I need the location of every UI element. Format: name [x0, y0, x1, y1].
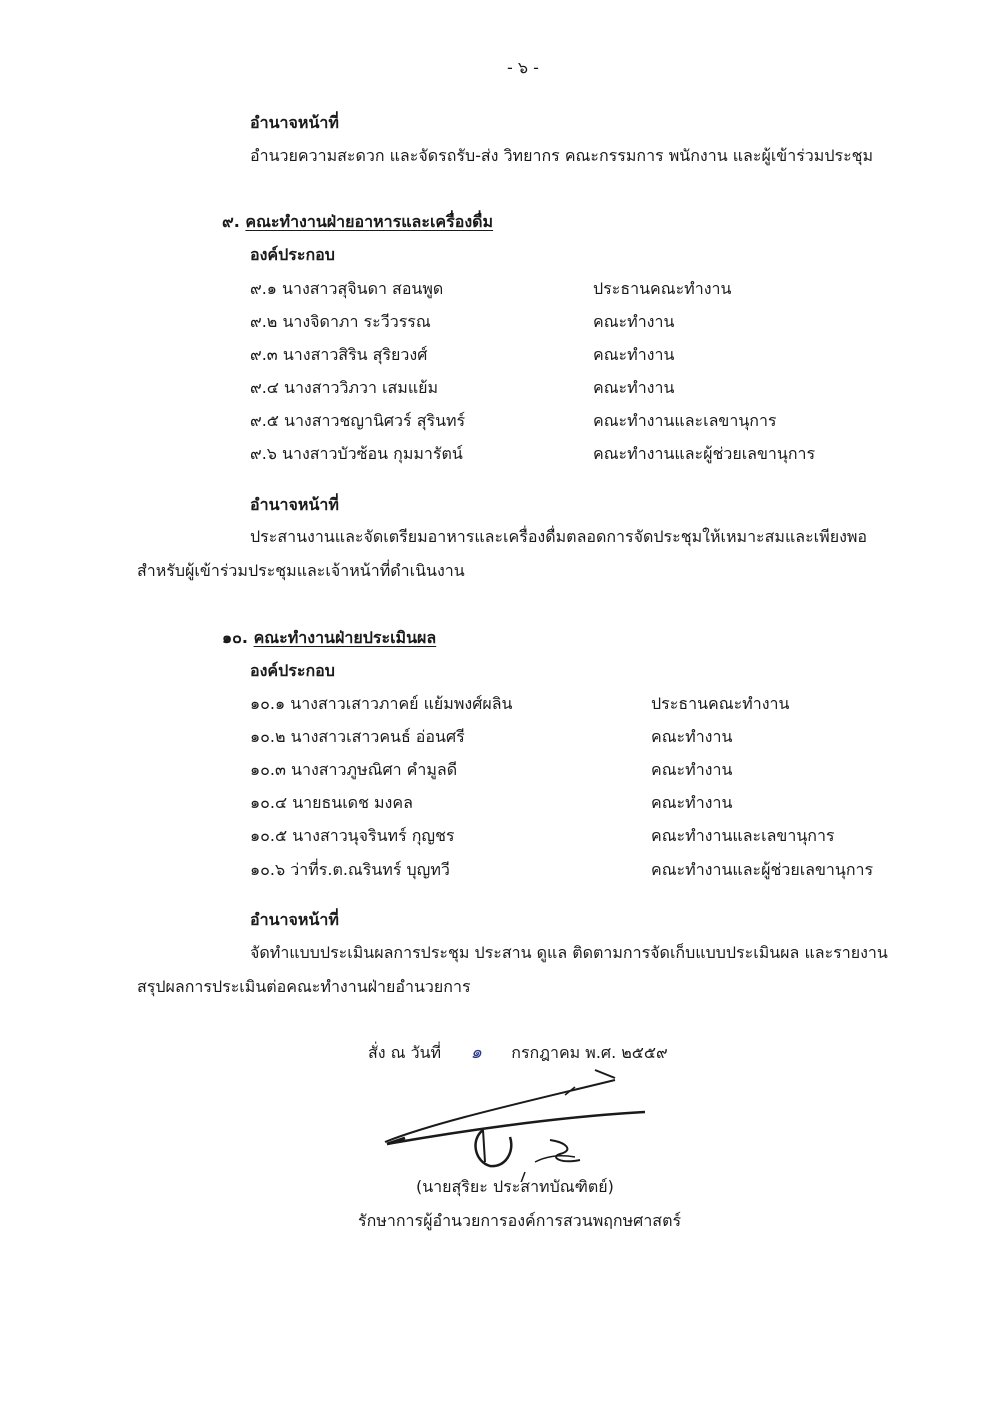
handwritten-day: ๑: [470, 1042, 482, 1063]
page-number: - ๖ -: [507, 58, 539, 77]
section9-duty-line2: สำหรับผู้เข้าร่วมประชุมและเจ้าหน้าที่ดำเนินงาน: [137, 561, 465, 580]
section10-heading: [222, 628, 436, 648]
section9-number: ๙.: [222, 212, 240, 231]
section8-duty-text: อำนวยความสะดวก และจัดรถรับ-ส่ง วิทยากร คณะกรรมการ พนักงาน และผู้เข้าร่วมประชุม: [250, 146, 874, 165]
section10-member-name: ๑๐.๖ ว่าที่ร.ต.ณรินทร์ บุญทวี: [250, 860, 450, 879]
section9-member-name: ๙.๓ นางสาวสิริน สุริยวงศ์: [250, 345, 428, 364]
section10-member-name: ๑๐.๑ นางสาวเสาวภาคย์ แย้มพงศ์ผลิน: [250, 694, 513, 713]
section10-number: ๑๐.: [222, 628, 248, 647]
section10-member-role: ประธานคณะทำงาน: [651, 694, 790, 713]
section10-composition-heading: องค์ประกอบ: [250, 661, 335, 680]
section8-duty-heading: อำนาจหน้าที่: [250, 113, 339, 132]
signer-name: (นายสุริยะ ประสาทบัณฑิตย์): [416, 1177, 614, 1196]
section10-member-name: ๑๐.๒ นางสาวเสาวคนธ์ อ่อนศรี: [250, 727, 465, 746]
section9-member-name: ๙.๒ นางจิดาภา ระวีวรรณ: [250, 312, 431, 331]
section9-member-role: ประธานคณะทำงาน: [593, 279, 732, 298]
section10-member-name: ๑๐.๕ นางสาวนุจรินทร์ กุญชร: [250, 826, 455, 845]
section10-duty-line1: จัดทำแบบประเมินผลการประชุม ประสาน ดูแล ติดตามการจัดเก็บแบบประเมินผล และรายงาน: [250, 943, 888, 962]
section9-title: คณะทำงานฝ่ายอาหารและเครื่องดื่ม: [245, 212, 494, 231]
section10-member-role: คณะทำงานและผู้ช่วยเลขานุการ: [651, 860, 874, 879]
section9-member-role: คณะทำงาน: [593, 312, 675, 331]
section10-member-name: ๑๐.๔ นายธนเดช มงคล: [250, 793, 413, 812]
section9-composition-heading: องค์ประกอบ: [250, 245, 335, 264]
section9-duty-heading: อำนาจหน้าที่: [250, 495, 339, 514]
section10-title: คณะทำงานฝ่ายประเมินผล: [253, 628, 437, 647]
section10-member-role: คณะทำงาน: [651, 760, 733, 779]
section10-member-role: คณะทำงาน: [651, 727, 733, 746]
signer-title: รักษาการผู้อำนวยการองค์การสวนพฤกษศาสตร์: [358, 1211, 682, 1230]
section9-heading: [222, 212, 493, 232]
section9-member-name: ๙.๖ นางสาวบัวซ้อน กุมมารัตน์: [250, 444, 463, 463]
section9-member-role: คณะทำงานและผู้ช่วยเลขานุการ: [593, 444, 816, 463]
section9-member-name: ๙.๔ นางสาววิภวา เสมแย้ม: [250, 378, 439, 397]
section9-member-name: ๙.๕ นางสาวชญานิศวร์ สุรินทร์: [250, 411, 466, 430]
section9-member-role: คณะทำงาน: [593, 345, 675, 364]
section9-duty-line1: ประสานงานและจัดเตรียมอาหารและเครื่องดื่มตลอดการจัดประชุมให้เหมาะสมและเพียงพอ: [250, 527, 868, 546]
section10-member-role: คณะทำงาน: [651, 793, 733, 812]
section9-member-role: คณะทำงานและเลขานุการ: [593, 411, 777, 430]
section10-member-role: คณะทำงานและเลขานุการ: [651, 826, 835, 845]
order-month-year: กรกฎาคม พ.ศ. ๒๕๕๙: [511, 1043, 668, 1062]
section10-member-name: ๑๐.๓ นางสาวภูษณิศา คำมูลดี: [250, 760, 458, 779]
section10-duty-heading: อำนาจหน้าที่: [250, 910, 339, 929]
section10-duty-line2: สรุปผลการประเมินต่อคณะทำงานฝ่ายอำนวยการ: [137, 977, 471, 996]
order-date-line: [368, 1043, 668, 1063]
section9-member-name: ๙.๑ นางสาวสุจินดา สอนพูด: [250, 279, 444, 298]
order-prefix: สั่ง ณ วันที่: [368, 1043, 442, 1062]
signature-mark: [375, 1062, 665, 1182]
section9-member-role: คณะทำงาน: [593, 378, 675, 397]
